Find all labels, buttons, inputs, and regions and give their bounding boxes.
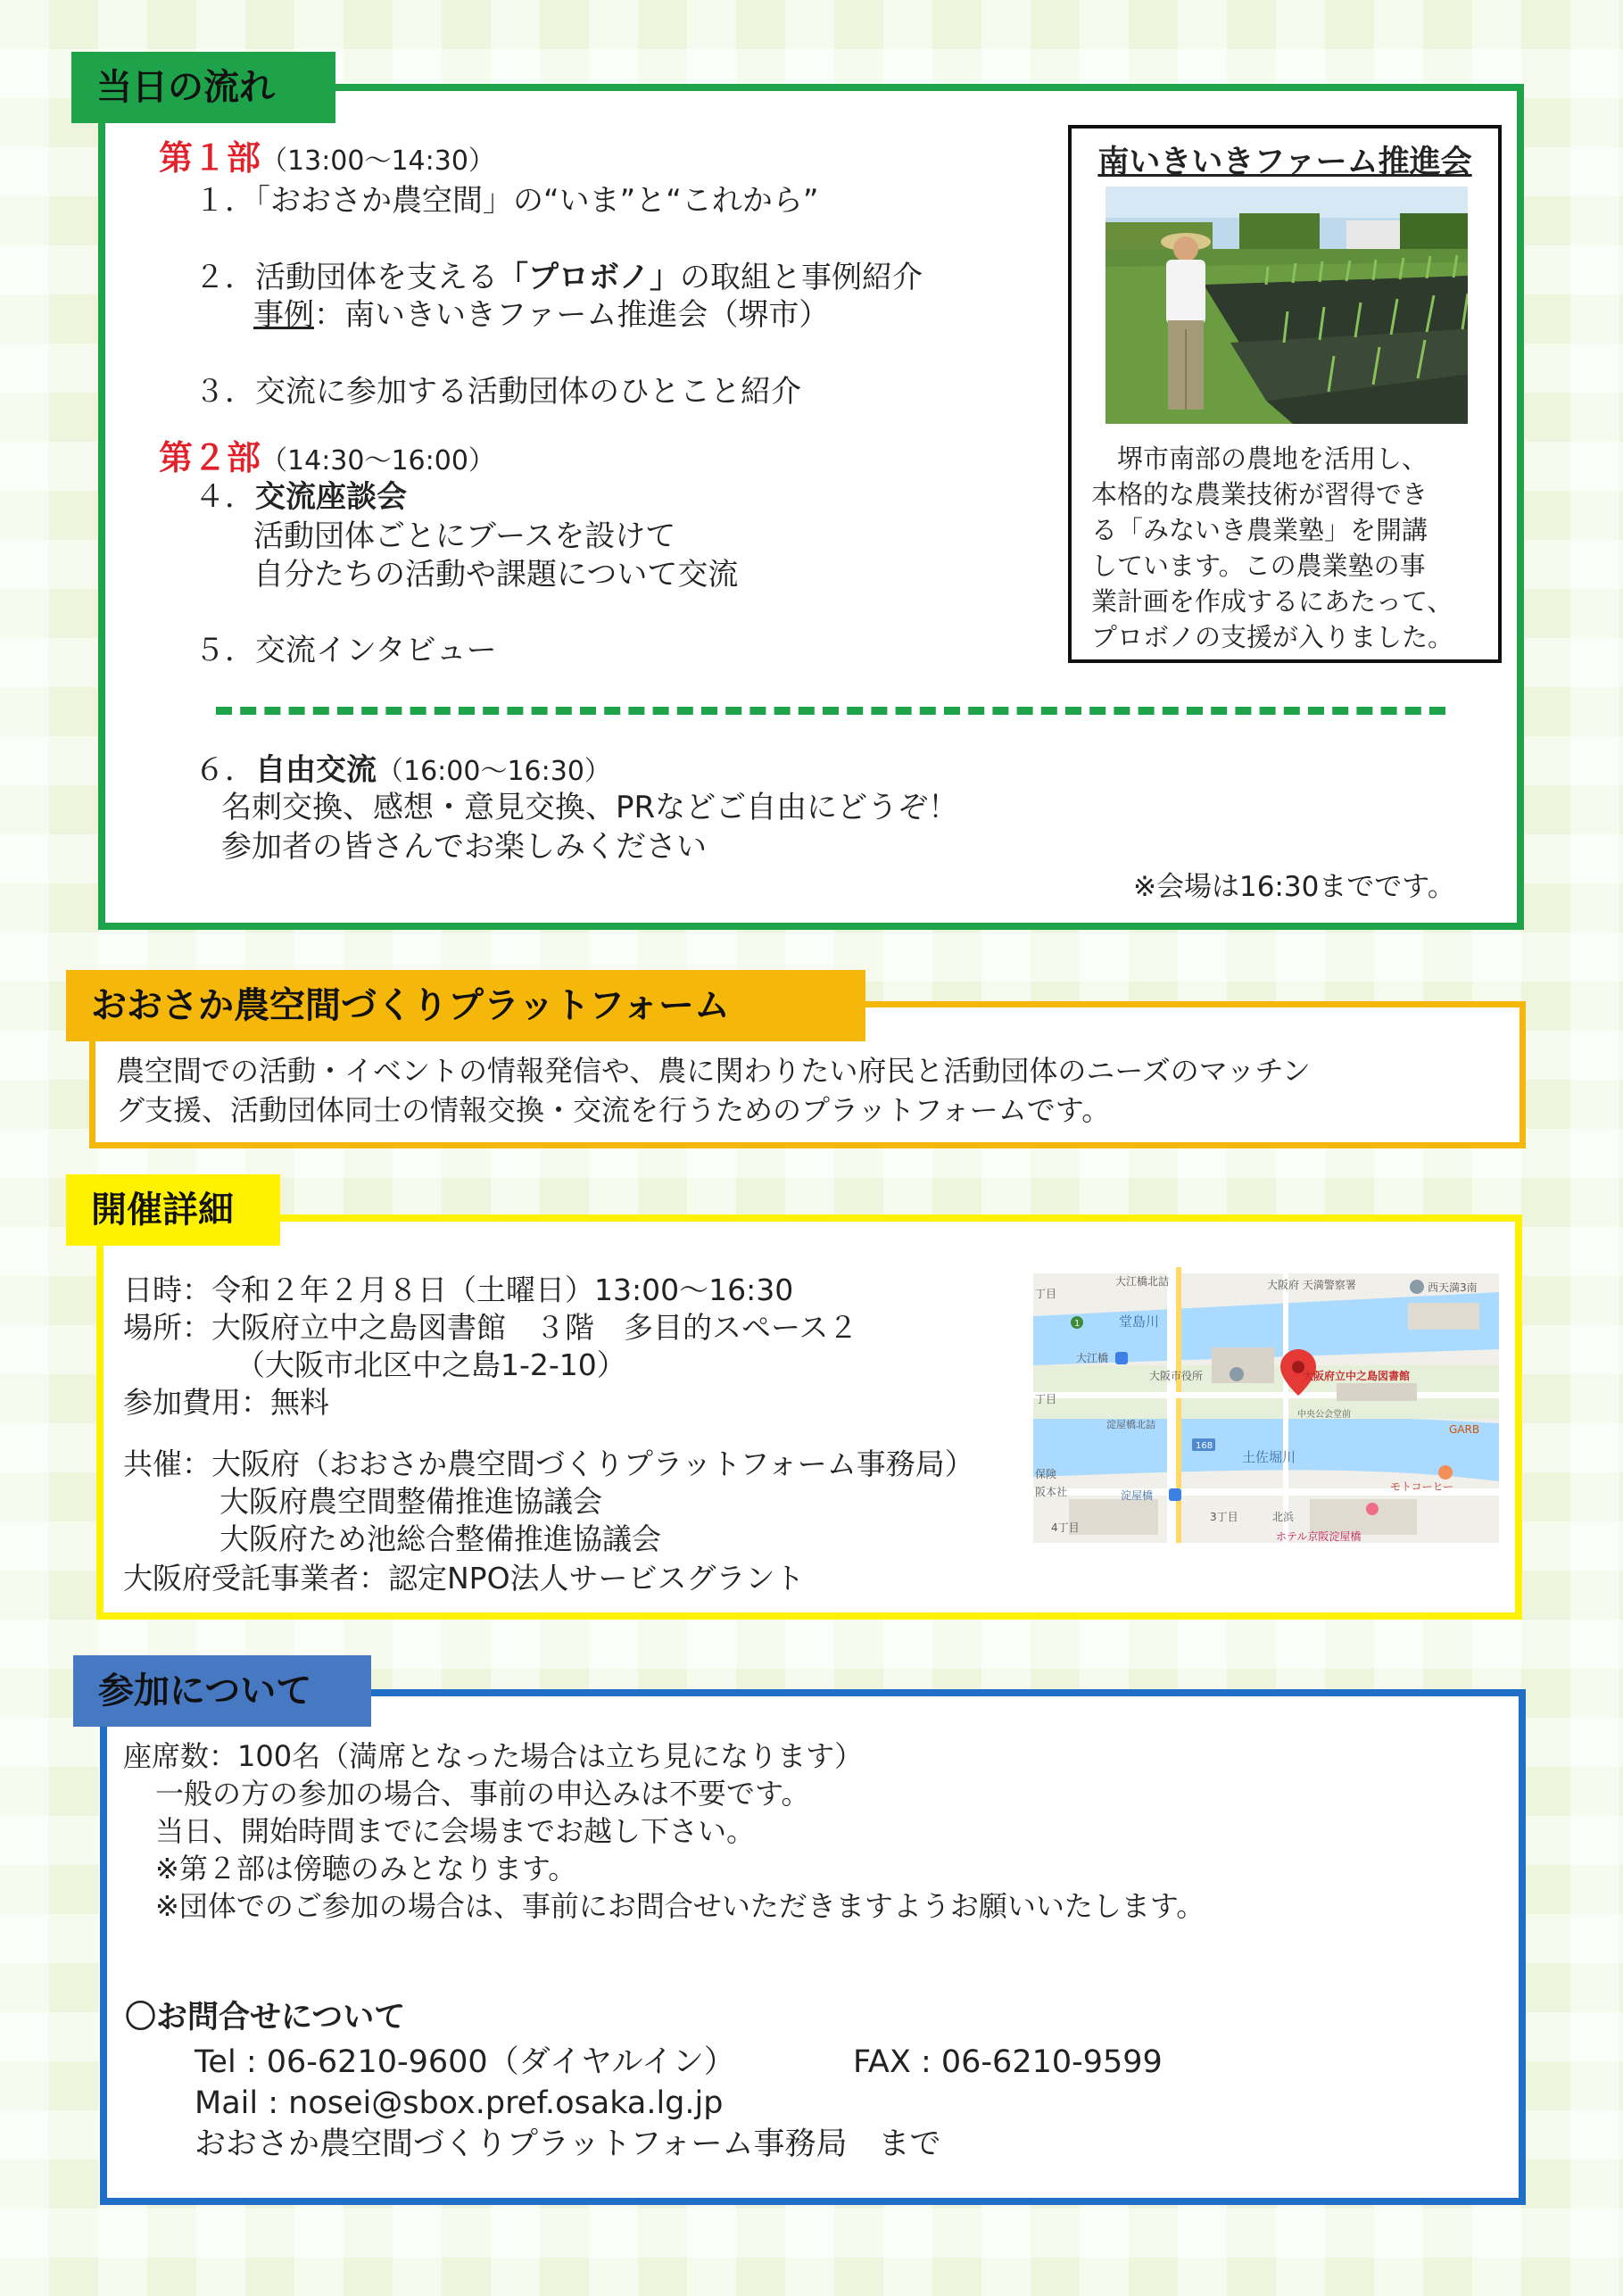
map-label: 保険 [1035, 1468, 1057, 1480]
example-text: ：南いきいきファーム推進会（堺市） [314, 297, 830, 333]
map-label: 大阪府立中之島図書館 [1303, 1370, 1411, 1382]
venue-map[interactable] [1033, 1267, 1499, 1543]
farm-line: 本格的な農業技術が習得でき [1091, 479, 1428, 510]
platform-tag: おおさか農空間づくりプラットフォーム [66, 970, 865, 1041]
map-label: 土佐堀川 [1242, 1449, 1296, 1465]
map-label: 阪本社 [1035, 1486, 1068, 1498]
item2-example [253, 296, 829, 335]
map-label: 168 [1196, 1441, 1213, 1451]
item4-line1: 活動団体ごとにブースを設けて [253, 518, 676, 554]
item6 [195, 751, 611, 790]
item4 [195, 478, 407, 517]
event-contractor: 大阪府受託事業者：認定NPO法人サービスグラント [123, 1561, 805, 1596]
map-label: 北浜 [1272, 1511, 1295, 1523]
participation-line1: 一般の方の参加の場合、事前の申込みは不要です。 [155, 1777, 810, 1811]
contact-fax: FAX : 06-6210-9599 [853, 2044, 1163, 2080]
item6-num: ６． [195, 752, 255, 788]
contact-tel[interactable]: Tel : 06-6210-9600（ダイヤルイン） [195, 2044, 735, 2080]
map-label: GARB [1449, 1423, 1480, 1436]
participation-line2: 当日、開始時間までに会場までお越し下さい。 [155, 1814, 756, 1848]
event-date: 日時：令和２年２月８日（土曜日）13:00～16:30 [123, 1272, 794, 1307]
event-fee: 参加費用：無料 [123, 1385, 329, 1420]
event-place: 場所：大阪府立中之島図書館 ３階 多目的スペース２ [123, 1310, 858, 1345]
map-label: 中央公会堂前 [1297, 1410, 1351, 1420]
map-label: 淀屋橋北詰 [1106, 1419, 1155, 1430]
farm-line: プロボノの支援が入りました。 [1091, 622, 1454, 652]
farm-info-box [1068, 125, 1502, 663]
contact-heading: 〇お問合せについて [125, 2000, 406, 2035]
map-label: 大江橋北詰 [1115, 1275, 1170, 1288]
item2-prefix: ２．活動団体を支える [195, 260, 498, 295]
item2-bold: 「プロボノ」 [498, 260, 680, 295]
farm-line: しています。この農業塾の事 [1091, 551, 1426, 581]
map-label: 1 [1074, 1319, 1081, 1329]
item6-title: 自由交流 [255, 752, 377, 788]
map-label: 3丁目 [1210, 1511, 1238, 1523]
map-label: ホテル京阪淀屋橋 [1276, 1530, 1362, 1543]
item2 [195, 259, 923, 297]
event-host2: 大阪府農空間整備推進協議会 [219, 1484, 602, 1519]
part1-label: 第１部 [159, 138, 261, 178]
item1: １．「おおさか農空間」の“いま”と“これから” [195, 183, 819, 219]
map-label: 淀屋橋 [1121, 1489, 1154, 1502]
farm-line: 業計画を作成するにあたって、 [1091, 586, 1453, 617]
schedule-tag: 当日の流れ [71, 52, 335, 123]
item6-line1: 名刺交換、感想・意見交換、PRなどご自由にどうぞ！ [221, 790, 959, 825]
event-address: （大阪市北区中之島1-2-10） [236, 1347, 626, 1382]
contact-office: おおさか農空間づくりプラットフォーム事務局 まで [195, 2126, 941, 2162]
participation-line4: ※団体でのご参加の場合は、事前にお問合せいただきますようお願いいたします。 [155, 1889, 1205, 1923]
map-label: モトコーヒー [1390, 1480, 1454, 1493]
map-label: 大阪府 天満警察署 [1267, 1279, 1356, 1291]
part1-time: （13:00～14:30） [261, 145, 495, 177]
item3: ３．交流に参加する活動団体のひとこと紹介 [195, 374, 801, 410]
map-label: 大阪市役所 [1149, 1370, 1204, 1382]
event-host3: 大阪府ため池総合整備推進協議会 [219, 1521, 661, 1556]
platform-line2: グ支援、活動団体同士の情報交換・交流を行うためのプラットフォームです。 [116, 1093, 1111, 1127]
item4-num: ４． [195, 479, 255, 515]
contact-mail[interactable]: Mail : nosei@sbox.pref.osaka.lg.jp [195, 2085, 724, 2121]
item6-time: （16:00～16:30） [377, 756, 611, 787]
item2-suffix: の取組と事例紹介 [680, 260, 923, 295]
map-label: 大江橋 [1076, 1352, 1109, 1364]
dashed-divider [216, 707, 1445, 715]
farm-title: 南いきいきファーム推進会 [1097, 145, 1472, 180]
map-label: 丁目 [1035, 1393, 1057, 1405]
farm-line: る「みないき農業塾」を開講 [1091, 515, 1428, 545]
farm-line: 堺市南部の農地を活用し、 [1091, 443, 1428, 474]
map-label: 西天満3南 [1428, 1281, 1478, 1294]
part2-time: （14:30～16:00） [261, 445, 495, 477]
participation-line3: ※第２部は傍聴のみとなります。 [155, 1852, 577, 1886]
part2-heading [159, 437, 495, 480]
map-label: 4丁目 [1051, 1521, 1080, 1534]
map-label: 丁目 [1035, 1288, 1057, 1300]
venue-note: ※会場は16:30までです。 [1133, 871, 1455, 903]
item5: ５．交流インタビュー [195, 633, 497, 668]
farm-description [1091, 441, 1453, 655]
part2-label: 第２部 [159, 438, 261, 477]
item4-title: 交流座談会 [255, 479, 407, 515]
details-tag: 開催詳細 [66, 1174, 280, 1246]
item6-line2: 参加者の皆さんでお楽しみください [221, 829, 707, 865]
seats: 座席数：100名（満席となった場合は立ち見になります） [123, 1739, 864, 1773]
map-label: 堂島川 [1119, 1314, 1160, 1330]
event-host1: 共催：大阪府（おおさか農空間づくりプラットフォーム事務局） [123, 1446, 974, 1481]
item4-line2: 自分たちの活動や課題について交流 [253, 557, 739, 593]
part1-heading [159, 137, 495, 180]
example-label: 事例 [253, 297, 314, 333]
platform-line1: 農空間での活動・イベントの情報発信や、農に関わりたい府民と活動団体のニーズのマッチン [116, 1054, 1311, 1088]
farm-photo [1105, 186, 1468, 424]
participation-tag: 参加について [73, 1655, 371, 1727]
